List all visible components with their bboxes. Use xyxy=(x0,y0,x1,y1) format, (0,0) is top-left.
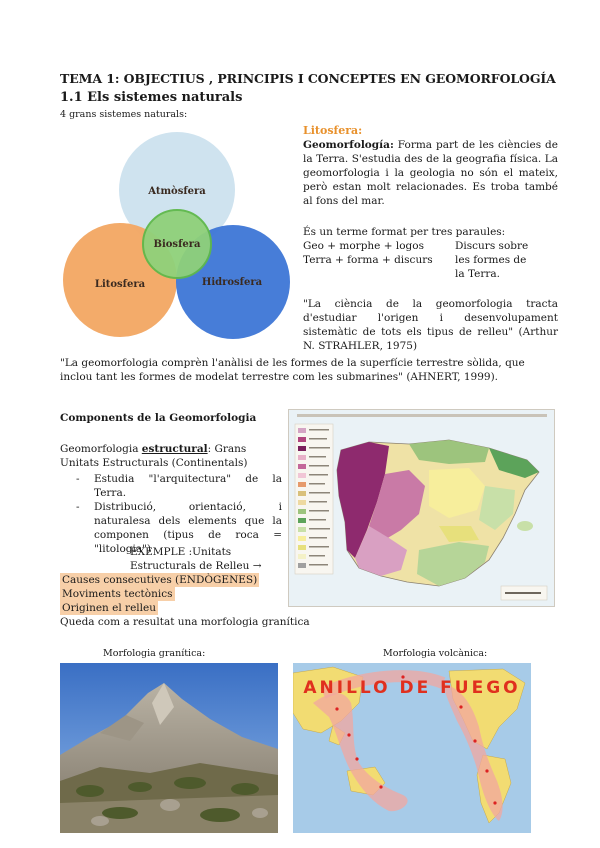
strahler-quote: "La ciència de la geomorfologia tracta d'estudiar l'origen i desenvolupament sistemàtic de tots els tipus de relleu" (Arthur N. STRAHLER, 1975) xyxy=(303,298,558,352)
estructural-definition xyxy=(60,442,285,470)
section-subtitle: 1.1 Els sistemes naturals xyxy=(60,90,243,105)
estructural-bullets xyxy=(72,472,282,556)
highlight-endogenes: Causes consecutives (ENDÒGENES) xyxy=(62,574,258,586)
etymology-meaning-2: les formes de xyxy=(455,254,527,266)
etymology-block xyxy=(303,225,558,281)
etymology-intro: És un terme format per tres paraules: xyxy=(303,226,506,238)
litosfera-label: Litosfera xyxy=(94,279,146,290)
geomorfologia-definition: Forma part de les ciències de la Terra. S'estudia des de la geografia física. La geomorfologia i la geologia no són el mateix, però estan molt relacionades. Es troba també al fons del mar. xyxy=(303,139,558,207)
etymology-greek: Geo + morphe + logos xyxy=(303,240,424,252)
caption-granitica: Morfologia granítica: xyxy=(103,648,206,659)
highlighted-causes xyxy=(60,573,259,615)
natural-systems-venn xyxy=(60,132,295,347)
highlight-moviments: Moviments tectònics xyxy=(62,588,173,600)
ring-of-fire-map xyxy=(293,663,531,833)
anillo-de-fuego-label: ANILLO DE FUEGO xyxy=(303,678,521,698)
estructural-rest: : Grans Unitats Estructurals (Continentals) xyxy=(60,443,248,469)
geomorfologia-paragraph xyxy=(303,138,558,208)
atmosfera-label: Atmòsfera xyxy=(148,186,206,197)
caption-volcanica: Morfologia volcànica: xyxy=(383,648,488,659)
map-legend xyxy=(295,424,333,574)
etymology-meaning-1: Discurs sobre xyxy=(455,240,529,252)
estructural-term: estructural xyxy=(141,443,208,455)
highlight-relleu: Originen el relleu xyxy=(62,602,156,614)
geomorfologia-term: Geomorfología: xyxy=(303,139,394,151)
list-item: - Estudia "l'arquitectura" de la Terra. xyxy=(72,472,282,500)
litosfera-heading: Litosfera: xyxy=(303,124,363,137)
hidrosfera-label: Hidrosfera xyxy=(201,277,263,288)
list-item: - Distribució, orientació, i naturalesa dels elements que la componen (tipus de roca = "litologia") xyxy=(72,500,282,556)
etymology-catalan: Terra + forma + discurs xyxy=(303,254,433,266)
exemple-line-2: Estructurals de Relleu → xyxy=(130,560,262,572)
ahnert-quote: "La geomorfologia comprèn l'anàlisi de les formes de la superfície terrestre sòlida, que inclou tant les formes de modelat terrestre com les submarines" (AHNERT, 1999). xyxy=(60,357,525,383)
components-heading: Components de la Geomorfologia xyxy=(60,412,257,424)
etymology-meaning-3: la Terra. xyxy=(455,268,500,280)
intro-text: 4 grans sistemes naturals: xyxy=(60,109,188,120)
granite-landscape-photo xyxy=(60,663,278,833)
queda-text: Queda com a resultat una morfologia granítica xyxy=(60,616,310,628)
iberia-geological-map xyxy=(288,409,555,607)
exemple-note xyxy=(130,545,262,573)
page-title: TEMA 1: OBJECTIUS , PRINCIPIS I CONCEPTES EN GEOMORFOLOGÍA xyxy=(60,71,556,86)
balearic-islands xyxy=(517,521,533,531)
estructural-prefix: Geomorfologia xyxy=(60,443,142,455)
exemple-line-1: EXEMPLE :Unitats xyxy=(130,546,232,558)
biosfera-label: Biosfera xyxy=(153,239,201,250)
